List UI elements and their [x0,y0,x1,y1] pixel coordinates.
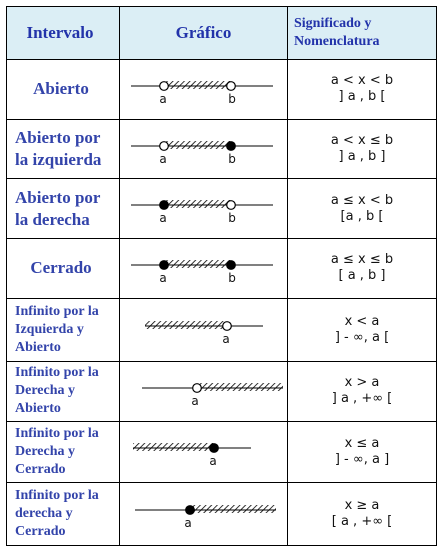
table-row [7,298,437,361]
number-line-graph [120,422,288,480]
interval-notation: ] a , b ] [338,149,386,165]
header-intervalo: Intervalo [7,7,120,60]
interval-notation: [ a , +∞ [ [331,514,393,530]
endpoint-label: a [159,271,167,286]
interval-meaning-cell [288,483,437,546]
interval-inequality: a ≤ x < b [330,192,394,208]
table-row [7,119,437,179]
interval-inequality: x ≥ a [344,498,380,514]
interval-meaning-cell [288,239,437,299]
interval-name-cell [7,483,120,546]
interval-name: Infinito por la Derecha y Cerrado [15,426,99,478]
hatched-interval [164,81,231,89]
intervals-table [6,6,437,546]
interval-inequality: a < x < b [330,73,394,89]
interval-meaning-cell [288,179,437,239]
closed-endpoint [227,261,236,270]
interval-name: Infinito por la derecha y Cerrado [15,488,99,540]
interval-name-cell [7,422,120,483]
endpoint-label: a [159,92,167,106]
endpoint-label: a [184,516,192,531]
interval-meaning-cell [288,298,437,361]
closed-endpoint [160,261,169,270]
interval-name: Cerrado [30,258,92,278]
interval-notation: [a , b [ [340,208,384,224]
open-endpoint [193,383,202,392]
hatched-interval [145,321,227,329]
open-endpoint [223,321,232,330]
hatched-interval [197,383,283,391]
table-row [7,179,437,239]
closed-endpoint [186,506,195,515]
number-line-graph [120,362,288,420]
interval-inequality: a ≤ x ≤ b [330,252,394,268]
open-endpoint [227,82,236,91]
number-line-graph [120,179,288,236]
interval-inequality: x < a [344,313,380,329]
endpoint-label: b [228,211,236,226]
interval-notation: ] a , +∞ [ [331,391,393,407]
endpoint-label: a [159,151,167,166]
interval-name-cell [7,361,120,422]
interval-inequality: a < x ≤ b [330,133,394,149]
interval-graph-cell [120,119,288,179]
interval-name: Abierto por la izquierda [15,128,102,170]
endpoint-label: b [228,92,236,106]
interval-meaning-cell [288,60,437,120]
open-endpoint [160,141,169,150]
interval-name: Abierto [33,79,89,99]
open-endpoint [227,201,236,210]
interval-graph-cell [120,483,288,546]
table-row [7,60,437,120]
interval-graph-cell [120,422,288,483]
interval-notation: ] a , b [ [338,89,386,105]
interval-name-cell [7,298,120,361]
table-row [7,483,437,546]
hatched-interval [164,141,231,149]
endpoint-label: a [222,331,230,346]
interval-name: Abierto por la derecha [15,187,101,229]
endpoint-label: b [228,271,236,286]
closed-endpoint [160,201,169,210]
closed-endpoint [210,444,219,453]
interval-notation: [ a , b ] [338,268,386,284]
interval-meaning-cell [288,361,437,422]
interval-graph-cell [120,179,288,239]
endpoint-label: a [209,454,217,469]
endpoint-label: a [159,211,167,226]
interval-graph-cell [120,361,288,422]
interval-name-cell [7,239,120,299]
interval-inequality: x > a [344,375,380,391]
endpoint-label: b [228,151,236,166]
interval-name-cell [7,179,120,239]
interval-inequality: x ≤ a [344,436,380,452]
interval-name-cell [7,60,120,120]
interval-graph-cell [120,60,288,120]
open-endpoint [160,82,169,91]
interval-notation: ] - ∞, a ] [334,452,390,468]
table-row [7,422,437,483]
interval-graph-cell [120,298,288,361]
number-line-graph [120,299,288,359]
endpoint-label: a [191,393,199,408]
interval-name: Infinito por la Derecha y Abierto [15,365,99,417]
number-line-graph [120,60,288,117]
table-body [7,60,437,546]
number-line-graph [120,239,288,296]
interval-graph-cell [120,239,288,299]
table-row [7,361,437,422]
header-significado: Significado y Nomenclatura [288,7,437,60]
interval-meaning-cell [288,422,437,483]
interval-name-cell [7,119,120,179]
interval-meaning-cell [288,119,437,179]
number-line-graph [120,483,288,543]
number-line-graph [120,120,288,177]
interval-name: Infinito por la Izquierda y Abierto [15,303,99,355]
hatched-interval [190,505,276,513]
interval-notation: ] - ∞, a [ [334,329,390,345]
hatched-interval [164,260,231,268]
table-row [7,239,437,299]
header-row [7,7,437,60]
header-grafico: Gráfico [120,7,288,60]
hatched-interval [164,200,231,208]
closed-endpoint [227,141,236,150]
hatched-interval [133,443,214,451]
